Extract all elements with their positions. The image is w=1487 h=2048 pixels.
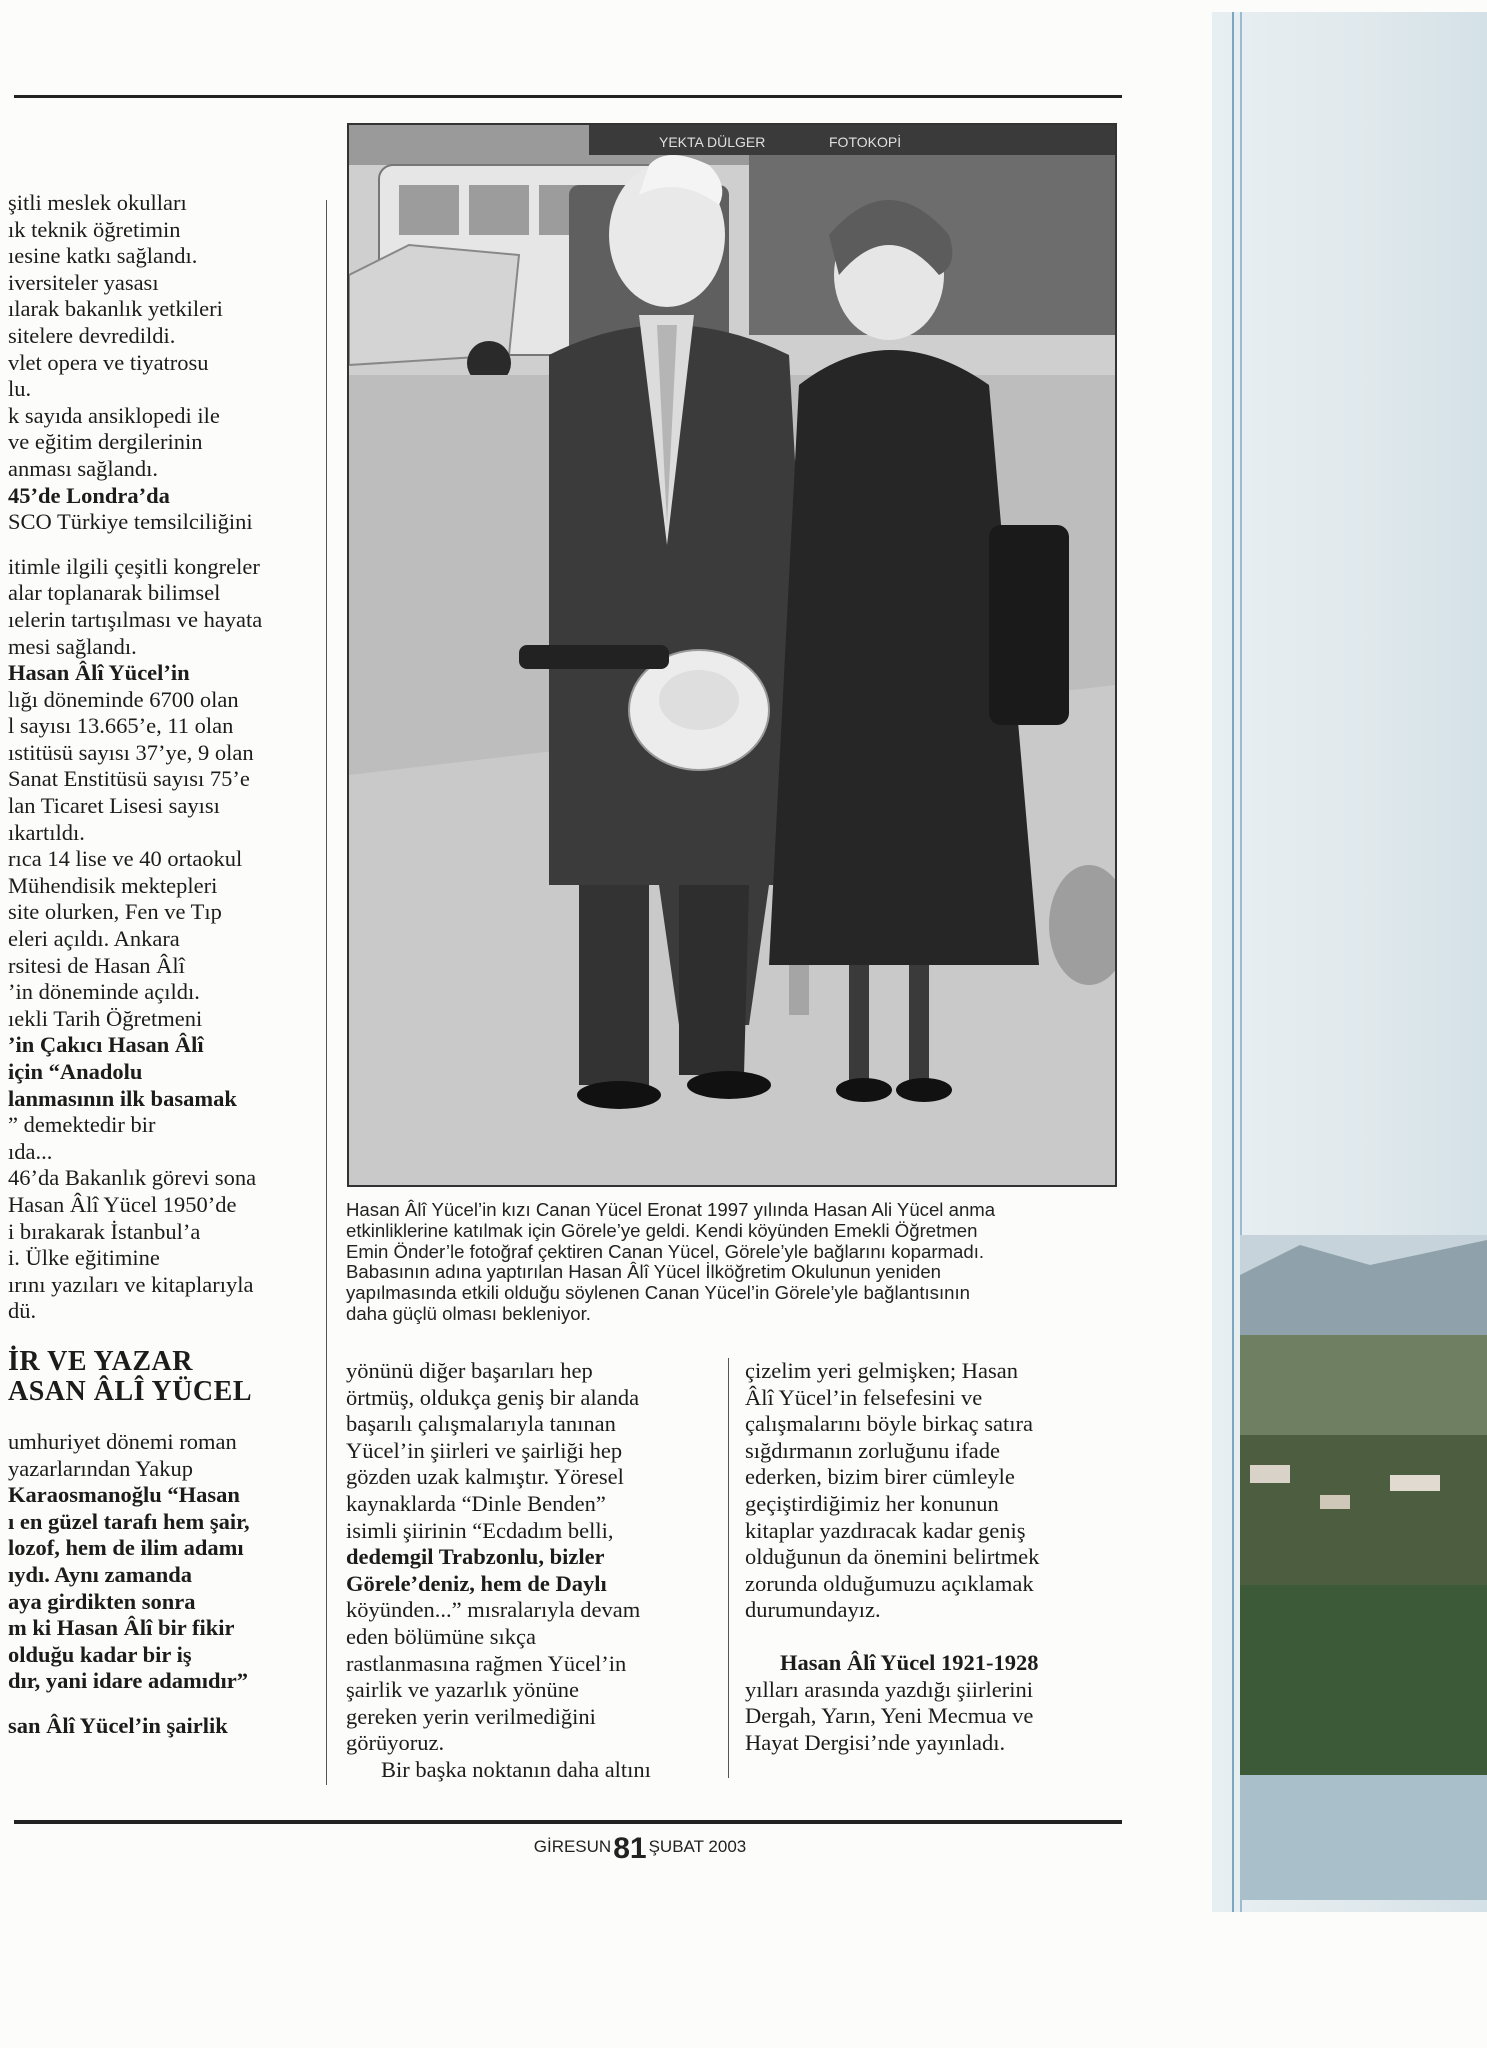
page-edge-line xyxy=(1232,12,1234,1912)
text-line: dedemgil Trabzonlu, bizler xyxy=(346,1544,605,1570)
text-line: itimle ilgili çeşitli kongreler xyxy=(8,553,260,579)
heading-line: ASAN ÂLÎ YÜCEL xyxy=(8,1375,253,1407)
column-divider xyxy=(728,1358,729,1778)
text-line: durumundayız. xyxy=(745,1597,881,1623)
page-footer xyxy=(440,1832,840,1866)
text-line: rsitesi de Hasan Âlî xyxy=(8,952,185,978)
text-line: san Âlî Yücel’in şairlik xyxy=(8,1712,228,1738)
section-heading xyxy=(8,1347,313,1407)
text-line: k sayıda ansiklopedi ile xyxy=(8,402,220,428)
text-line: ıydı. Aynı zamanda xyxy=(8,1561,192,1587)
text-line: görüyoruz. xyxy=(346,1730,445,1756)
text-line: dır, yani idare adamıdır” xyxy=(8,1668,249,1694)
text-line: iversiteler yasası xyxy=(8,269,159,295)
text-line: SCO Türkiye temsilciliğini xyxy=(8,509,253,535)
text-line: lanmasının ilk basamak xyxy=(8,1085,237,1111)
text-line: m ki Hasan Âlî bir fikir xyxy=(8,1615,235,1641)
text-line: ’in döneminde açıldı. xyxy=(8,979,200,1005)
caption-line: Emin Önder’le fotoğraf çektiren Canan Yücel, Görele’yle bağlarını koparmadı. xyxy=(346,1240,985,1262)
text-line: ederken, bizim birer cümleyle xyxy=(745,1464,1015,1490)
text-line: ıesine katkı sağlandı. xyxy=(8,243,198,269)
column-divider xyxy=(326,200,327,1785)
text-line: lan Ticaret Lisesi sayısı xyxy=(8,793,220,819)
text-line: sığdırmanın zorluğunu ifade xyxy=(745,1437,1000,1463)
text-line: Dergah, Yarın, Yeni Mecmua ve xyxy=(745,1703,1034,1729)
text-line: lığı döneminde 6700 olan xyxy=(8,686,239,712)
shop-sign-text: YEKTA DÜLGER xyxy=(659,134,766,150)
text-line: Bir başka noktanın daha altını xyxy=(381,1756,651,1782)
text-line: olduğu kadar bir iş xyxy=(8,1641,192,1667)
text-line: rıca 14 lise ve 40 ortaokul xyxy=(8,846,243,872)
text-line: geçiştirdiğimiz her konunun xyxy=(745,1490,999,1516)
text-line: Görele’deniz, hem de Daylı xyxy=(346,1570,607,1596)
caption-line: etkinliklerine katılmak için Görele’ye geldi. Kendi köyünden Emekli Öğretmen xyxy=(346,1219,978,1241)
text-line: şairlik ve yazarlık yönüne xyxy=(346,1677,580,1703)
text-line: dü. xyxy=(8,1298,37,1324)
text-line: ıkartıldı. xyxy=(8,819,85,845)
text-line: örtmüş, oldukça geniş bir alanda xyxy=(346,1384,640,1410)
text-line: yılları arasında yazdığı şiirlerini xyxy=(745,1676,1034,1702)
text-line: rastlanmasına rağmen Yücel’in xyxy=(346,1650,627,1676)
bottom-rule xyxy=(14,1820,1122,1824)
page-number: 81 xyxy=(613,1832,647,1865)
text-line: i. Ülke eğitimine xyxy=(8,1245,160,1271)
text-line: için “Anadolu xyxy=(8,1059,143,1084)
text-line: site olurken, Fen ve Tıp xyxy=(8,899,222,925)
text-line: Karaosmanoğlu “Hasan xyxy=(8,1482,240,1508)
text-line: 46’da Bakanlık görevi sona xyxy=(8,1165,257,1191)
text-line: ılarak bakanlık yetkileri xyxy=(8,296,223,322)
text-line: çalışmalarını böyle birkaç satıra xyxy=(745,1411,1034,1437)
text-line: Hayat Dergisi’nde yayınladı. xyxy=(745,1729,1006,1755)
text-line: gereken yerin verilmediğini xyxy=(346,1703,596,1729)
heading-line: İR VE YAZAR xyxy=(8,1345,193,1377)
shop-sign-text: FOTOKOPİ xyxy=(829,134,902,150)
text-line: umhuriyet dönemi roman xyxy=(8,1428,237,1454)
text-line: i bırakarak İstanbul’a xyxy=(8,1218,201,1244)
text-line: Âlî Yücel’in felsefesini ve xyxy=(745,1384,983,1410)
text-line: yazarlarından Yakup xyxy=(8,1455,193,1481)
text-line: eleri açıldı. Ankara xyxy=(8,926,180,952)
text-line: ırını yazıları ve kitaplarıyla xyxy=(8,1271,254,1297)
text-line: ı en güzel tarafı hem şair, xyxy=(8,1508,250,1534)
text-line: yönünü diğer başarıları hep xyxy=(346,1358,593,1383)
text-line: 45’de Londra’da xyxy=(8,482,170,508)
top-rule xyxy=(14,95,1122,98)
text-line: ’in Çakıcı Hasan Âlî xyxy=(8,1032,204,1058)
landscape-photo-edge xyxy=(1240,1235,1487,1900)
text-line: sitelere devredildi. xyxy=(8,322,176,348)
text-line: kaynaklarda “Dinle Benden” xyxy=(346,1490,606,1516)
text-line: Hasan Âlî Yücel’in xyxy=(8,660,190,686)
text-line: alar toplanarak bilimsel xyxy=(8,580,221,606)
text-line: ” demektedir bir xyxy=(8,1112,156,1138)
left-column xyxy=(8,190,313,1739)
text-line: lu. xyxy=(8,376,32,402)
text-line: gözden uzak kalmıştır. Yöresel xyxy=(346,1464,624,1490)
text-line: vlet opera ve tiyatrosu xyxy=(8,349,209,375)
text-line: l sayısı 13.665’e, 11 olan xyxy=(8,713,234,739)
text-line: başarılı çalışmalarıyla tanınan xyxy=(346,1411,616,1437)
right-column xyxy=(745,1358,1115,1756)
text-line: anması sağlandı. xyxy=(8,455,158,481)
photo-caption xyxy=(346,1200,1118,1325)
text-line: zorunda olduğumuzu açıklamak xyxy=(745,1570,1034,1596)
text-line: ıda... xyxy=(8,1138,53,1164)
footer-magazine: GİRESUN xyxy=(533,1837,612,1856)
middle-column xyxy=(346,1358,716,1784)
text-line: olduğunun da önemini belirtmek xyxy=(745,1544,1040,1570)
text-line: aya girdikten sonra xyxy=(8,1588,196,1614)
text-line: Hasan Âlî Yücel 1921-1928 xyxy=(780,1649,1039,1675)
text-line: Mühendisik mektepleri xyxy=(8,872,218,898)
text-line: Sanat Enstitüsü sayısı 75’e xyxy=(8,766,250,792)
text-line: ıekli Tarih Öğretmeni xyxy=(8,1005,203,1031)
caption-line: Hasan Âlî Yücel’in kızı Canan Yücel Eronat 1997 yılında Hasan Ali Yücel anma xyxy=(346,1199,996,1220)
text-line: çizelim yeri gelmişken; Hasan xyxy=(745,1358,1019,1383)
text-line: Hasan Âlî Yücel 1950’de xyxy=(8,1191,237,1217)
footer-date: ŞUBAT 2003 xyxy=(648,1837,747,1856)
text-line: köyünden...” mısralarıyla devam xyxy=(346,1597,641,1623)
photo-canan-yucel-eronat xyxy=(347,123,1117,1187)
text-line: eden bölümüne sıkça xyxy=(346,1623,536,1649)
text-line: lozof, hem de ilim adamı xyxy=(8,1535,244,1561)
text-line: şitli meslek okulları xyxy=(8,190,187,215)
caption-line: daha güçlü olması bekleniyor. xyxy=(346,1302,591,1324)
text-line: mesi sağlandı. xyxy=(8,633,137,659)
text-line: ve eğitim dergilerinin xyxy=(8,429,203,455)
text-line: ıelerin tartışılması ve hayata xyxy=(8,606,263,632)
caption-line: Babasının adına yaptırılan Hasan Âlî Yücel İlköğretim Okulunun yeniden xyxy=(346,1261,942,1283)
text-line: kitaplar yazdıracak kadar geniş xyxy=(745,1517,1026,1543)
text-line: isimli şiirinin “Ecdadım belli, xyxy=(346,1517,614,1543)
text-line: ıstitüsü sayısı 37’ye, 9 olan xyxy=(8,739,254,765)
caption-line: yapılmasında etkili olduğu söylenen Canan Yücel’in Görele’yle bağlantısının xyxy=(346,1282,970,1304)
text-line: Yücel’in şiirleri ve şairliği hep xyxy=(346,1437,623,1463)
text-line: ık teknik öğretimin xyxy=(8,216,181,242)
